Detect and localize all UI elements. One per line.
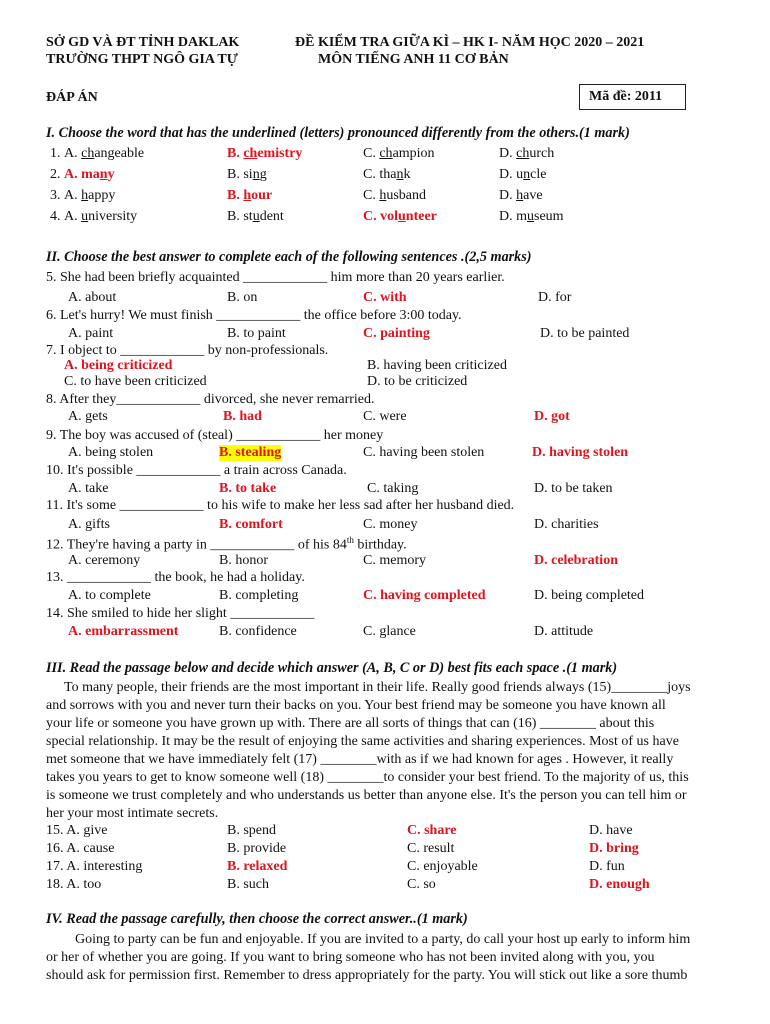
- q17-option-c: C. enjoyable: [407, 859, 478, 874]
- q11-stem: 11. It's some ____________ to his wife to make her less sad after her husband died.: [46, 498, 515, 513]
- q6-option-c: C. painting: [363, 326, 430, 341]
- q9-option-d: D. having stolen: [532, 445, 629, 460]
- q7-option-d: D. to be criticized: [367, 374, 468, 389]
- passage-line-8: her your most intimate secrets.: [46, 806, 219, 821]
- q7-stem: 7. I object to ____________ by non-professionals.: [46, 343, 329, 358]
- q10-option-a: A. take: [68, 481, 109, 496]
- passage-line-5: met someone that we have immediately felt (17) ________with as if we had known for ages . However, it really: [46, 752, 674, 767]
- passage2-line-1: Going to party can be fun and enjoyable. If you are invited to a party, do call your host up early to inform him: [75, 932, 691, 947]
- q14-option-c: C. glance: [363, 624, 416, 639]
- q6-option-a: A. paint: [68, 326, 114, 341]
- q12-option-d: D. celebration: [534, 553, 618, 568]
- q1-number: 1.: [50, 146, 61, 161]
- q9-stem: 9. The boy was accused of (steal) ____________ her money: [46, 428, 384, 443]
- q8-option-d: D. got: [534, 409, 570, 424]
- q10-option-b: B. to take: [219, 481, 277, 496]
- q1-option-d: D. church: [499, 146, 555, 161]
- q7-option-c: C. to have been criticized: [64, 374, 207, 389]
- q11-option-d: D. charities: [534, 517, 599, 532]
- q4-option-a: A. university: [64, 209, 138, 224]
- q3-option-b: B. hour: [227, 188, 273, 203]
- q2-option-b: B. sing: [227, 167, 267, 182]
- passage-line-2: and sorrows with you and never turn their backs on you. Your best friend may be someone you have known all: [46, 698, 666, 713]
- q9-option-a: A. being stolen: [68, 445, 154, 460]
- q18-option-b: B. such: [227, 877, 269, 892]
- q14-option-b: B. confidence: [219, 624, 297, 639]
- q2-option-a: A. many: [64, 167, 115, 182]
- q5-stem: 5. She had been briefly acquainted ____________ him more than 20 years earlier.: [46, 270, 505, 285]
- q3-option-c: C. husband: [363, 188, 427, 203]
- q14-option-d: D. attitude: [534, 624, 594, 639]
- school-department: SỞ GD VÀ ĐT TỈNH DAKLAK: [46, 35, 240, 50]
- q1-option-a: A. changeable: [64, 146, 145, 161]
- q18-option-c: C. so: [407, 877, 436, 892]
- q11-option-a: A. gifts: [68, 517, 110, 532]
- exam-code: Mã đề: 2011: [589, 89, 663, 104]
- q7-option-b: B. having been criticized: [367, 358, 507, 373]
- q17-option-a: 17. A. interesting: [46, 859, 143, 874]
- passage-line-4: special relationship. It may be the result of enjoying the same activities and sharing experiences. Most of us have: [46, 734, 679, 749]
- q17-option-d: D. fun: [589, 859, 625, 874]
- q10-option-c: C. taking: [367, 481, 419, 496]
- q12-option-a: A. ceremony: [68, 553, 141, 568]
- q17-option-b: B. relaxed: [227, 859, 288, 874]
- q10-stem: 10. It's possible ____________ a train across Canada.: [46, 463, 347, 478]
- q10-option-d: D. to be taken: [534, 481, 613, 496]
- section-4-title: IV. Read the passage carefully, then choose the correct answer..(1 mark): [46, 911, 468, 927]
- q3-number: 3.: [50, 188, 61, 203]
- q6-stem: 6. Let's hurry! We must finish ____________ the office before 3:00 today.: [46, 308, 462, 323]
- q5-option-c: C. with: [363, 290, 407, 305]
- q18-option-d: D. enough: [589, 877, 650, 892]
- exam-subject: MÔN TIẾNG ANH 11 CƠ BẢN: [318, 52, 509, 67]
- q15-option-d: D. have: [589, 823, 633, 838]
- q6-option-d: D. to be painted: [540, 326, 630, 341]
- q4-option-d: D. museum: [499, 209, 564, 224]
- q16-option-a: 16. A. cause: [46, 841, 115, 856]
- q15-option-b: B. spend: [227, 823, 276, 838]
- q14-stem: 14. She smiled to hide her slight ____________: [46, 606, 315, 621]
- exam-title: ĐỀ KIỂM TRA GIỮA KÌ – HK I- NĂM HỌC 2020 – 2021: [295, 35, 645, 50]
- q8-option-b: B. had: [223, 409, 262, 424]
- q15-option-c: C. share: [407, 823, 457, 838]
- q9-option-c: C. having been stolen: [363, 445, 485, 460]
- q5-option-b: B. on: [227, 290, 258, 305]
- passage-line-6: takes you years to get to know someone well (18) ________to consider your best friend. To the majority of us, this: [46, 770, 689, 785]
- q3-option-d: D. have: [499, 188, 543, 203]
- q13-option-c: C. having completed: [363, 588, 486, 603]
- q13-option-b: B. completing: [219, 588, 299, 603]
- q12-stem: 12. They're having a party in ____________ of his 84th birthday.: [46, 535, 407, 553]
- school-name: TRƯỜNG THPT NGÔ GIA TỰ: [46, 52, 238, 67]
- passage2-line-2: or her of whether you are going. If you want to bring someone who has not been invited along with you, you: [46, 950, 655, 965]
- q8-stem: 8. After they____________ divorced, she never remarried.: [46, 392, 375, 407]
- q14-option-a: A. embarrassment: [68, 624, 179, 639]
- q16-option-b: B. provide: [227, 841, 287, 856]
- section-3-title: III. Read the passage below and decide which answer (A, B, C or D) best fits each space .(1 mark): [46, 660, 618, 676]
- passage-line-1: To many people, their friends are the most important in their life. Really good friends always (15)________joys: [64, 680, 691, 695]
- q16-option-d: D. bring: [589, 841, 639, 856]
- passage-line-7: is someone we trust completely and who understands us better than anyone else. It's the person you can tell him or: [46, 788, 687, 803]
- q4-option-c: C. volunteer: [363, 209, 437, 224]
- q9-option-b: B. stealing: [219, 445, 282, 460]
- section-2-title: II. Choose the best answer to complete each of the following sentences .(2,5 marks): [46, 249, 532, 265]
- q2-option-c: C. thank: [363, 167, 411, 182]
- q5-option-d: D. for: [538, 290, 572, 305]
- q8-option-c: C. were: [363, 409, 407, 424]
- q15-option-a: 15. A. give: [46, 823, 108, 838]
- q13-option-a: A. to complete: [68, 588, 151, 603]
- passage-line-3: your life or someone you have grown up with. There are all sorts of things that can (16) ________ about this: [46, 716, 655, 731]
- q1-option-b: B. chemistry: [227, 146, 303, 161]
- q2-number: 2.: [50, 167, 61, 182]
- section-1-title: I. Choose the word that has the underlined (letters) pronounced differently from the others.(1 mark): [46, 125, 630, 141]
- q4-option-b: B. student: [227, 209, 284, 224]
- q4-number: 4.: [50, 209, 61, 224]
- q1-option-c: C. champion: [363, 146, 435, 161]
- q13-stem: 13. ____________ the book, he had a holiday.: [46, 570, 305, 585]
- passage2-line-3: should ask for permission first. Remember to dress appropriately for the party. You will stick out like a sore thumb: [46, 968, 688, 983]
- q6-option-b: B. to paint: [227, 326, 286, 341]
- q11-option-c: C. money: [363, 517, 418, 532]
- q7-option-a: A. being criticized: [64, 358, 173, 373]
- q12-option-c: C. memory: [363, 553, 426, 568]
- q12-option-b: B. honor: [219, 553, 268, 568]
- q8-option-a: A. gets: [68, 409, 108, 424]
- q5-option-a: A. about: [68, 290, 117, 305]
- q3-option-a: A. happy: [64, 188, 116, 203]
- q16-option-c: C. result: [407, 841, 455, 856]
- q11-option-b: B. comfort: [219, 517, 283, 532]
- q18-option-a: 18. A. too: [46, 877, 102, 892]
- q2-option-d: D. uncle: [499, 167, 547, 182]
- q13-option-d: D. being completed: [534, 588, 645, 603]
- answer-key-label: ĐÁP ÁN: [46, 90, 98, 105]
